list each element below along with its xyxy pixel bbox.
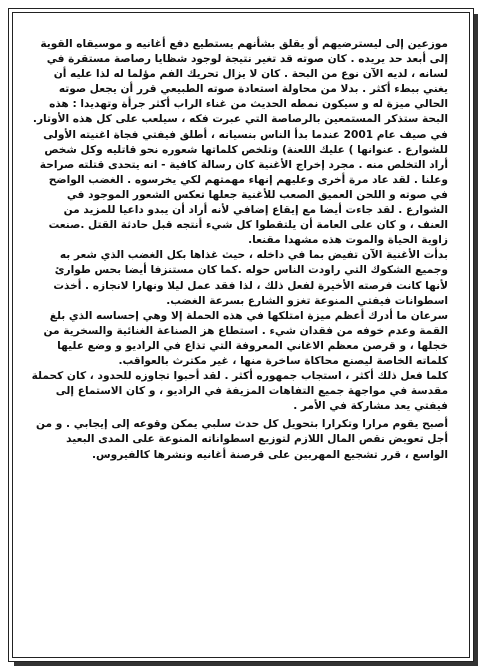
paragraph: في صيف عام 2001 عندما بدأ الناس بنسيانه ، أطلق فيفتي فجاة اغنيته الأولى للشوارع . عنوانها ) عليك اللعنة) وتلخص كلماتها شعوره نحو قاتليه وكل شخص أراد التخلص منه . مجرد إخراج الأغنية كان رسالة كافية - انه يتحدى قتلته صراحة وعلنا . لقد عاد مرة أخرى وعليهم إنهاء مهمتهم لكي يخرسوه . الغضب الواضح في صوته و اللحن العميق الصعب للأغنية جعلها تعكس الشعور الموجود في الشوارع . لقد جاءت أيضا مع إيقاع إضافي لأنه أراد أن يبدو داعيا للمزيد من العنف ، و كان على العامة أن يلتقطوا كل شيء أنتجه قبل حادثة القتل .صنعت زاوية الحياة والموت هذه مشهدا مقنعا. xyxy=(39,128,448,247)
paragraph: أصبح يقوم مرارا وتكرارا بتحويل كل حدث سلبي يمكن وقوعه إلى إيجابي . و من أجل تعويض نقص المال اللازم لتوزيع اسطواناته المنوعة على المدى البعيد الواسع ، قرر تشجيع المهربين على قرصنة أغانيه ونشرها كالفيروس. xyxy=(35,418,448,461)
paragraph: بدأت الأغنية الآن تفيض بما في داخله ، حيث غذاها بكل الغضب الذي شعر به وجميع الشكوك التي راودت الناس حوله .كما كان مستنزفا أيضا بحس طوارئ لأنها كانت فرصته الأخيرة لفعل ذلك ، لذا فقد عمل ليلا ونهارا لانجازه . أخذت اسطوانات فيفتي المنوعة تغزو الشارع بسرعة الغضب. xyxy=(53,249,448,307)
page-shadow-bottom xyxy=(14,662,478,666)
document-body xyxy=(30,37,448,463)
page-shadow-right xyxy=(474,14,478,664)
paragraph: سرعان ما أدرك أعظم ميزة امتلكها في هذه الحملة إلا وهي إحساسه الذي بلغ القمة وعدم خوفه من فقدان شيء . استطاع هز الصناعة الغنائية والسخرية من خجلها ، و قرصن معظم الاغاني المعروفة التي تذاع في الراديو و وضع عليها كلماته الخاصة ليصنع محاكاة ساخرة منها ، غير مكترث بالعواقب. xyxy=(43,309,448,367)
paragraph: كلما فعل ذلك أكثر ، استجاب جمهوره أكثر . لقد أحبوا تجاوزه للحدود ، كان كحملة مقدسة في مواجهة جميع التفاهات المزيفة في الراديو ، و كان الاستماع إلى فيفتي يعد مشاركة في الأمر . xyxy=(31,370,448,413)
paragraph: موزعين إلى ليسترضيهم أو يقلق بشأنهم يستطيع دفع أغانيه و موسيقاه القوية إلى أبعد حد يريده . كان صوته قد تغير نتيجة لوجود شظايا رصاصة مستقرة في لسانه ، لديه الآن نوع من البحة . كان لا يزال تحريك الفم مؤلما له لذا عليه أن يغني ببطء أكثر . بدلا من محاولة استعادة صوته الطبيعي قرر أن يجعل صوته الحالي ميزة له و سيكون نمطه الحديث من غناء الراب أكثر جرأة وتهديدا : هذه البحة ستذكر المستمعين بالرصاصة التي عبرت فكه ، سيلعب على كل هذه الأوتار. xyxy=(32,38,448,126)
